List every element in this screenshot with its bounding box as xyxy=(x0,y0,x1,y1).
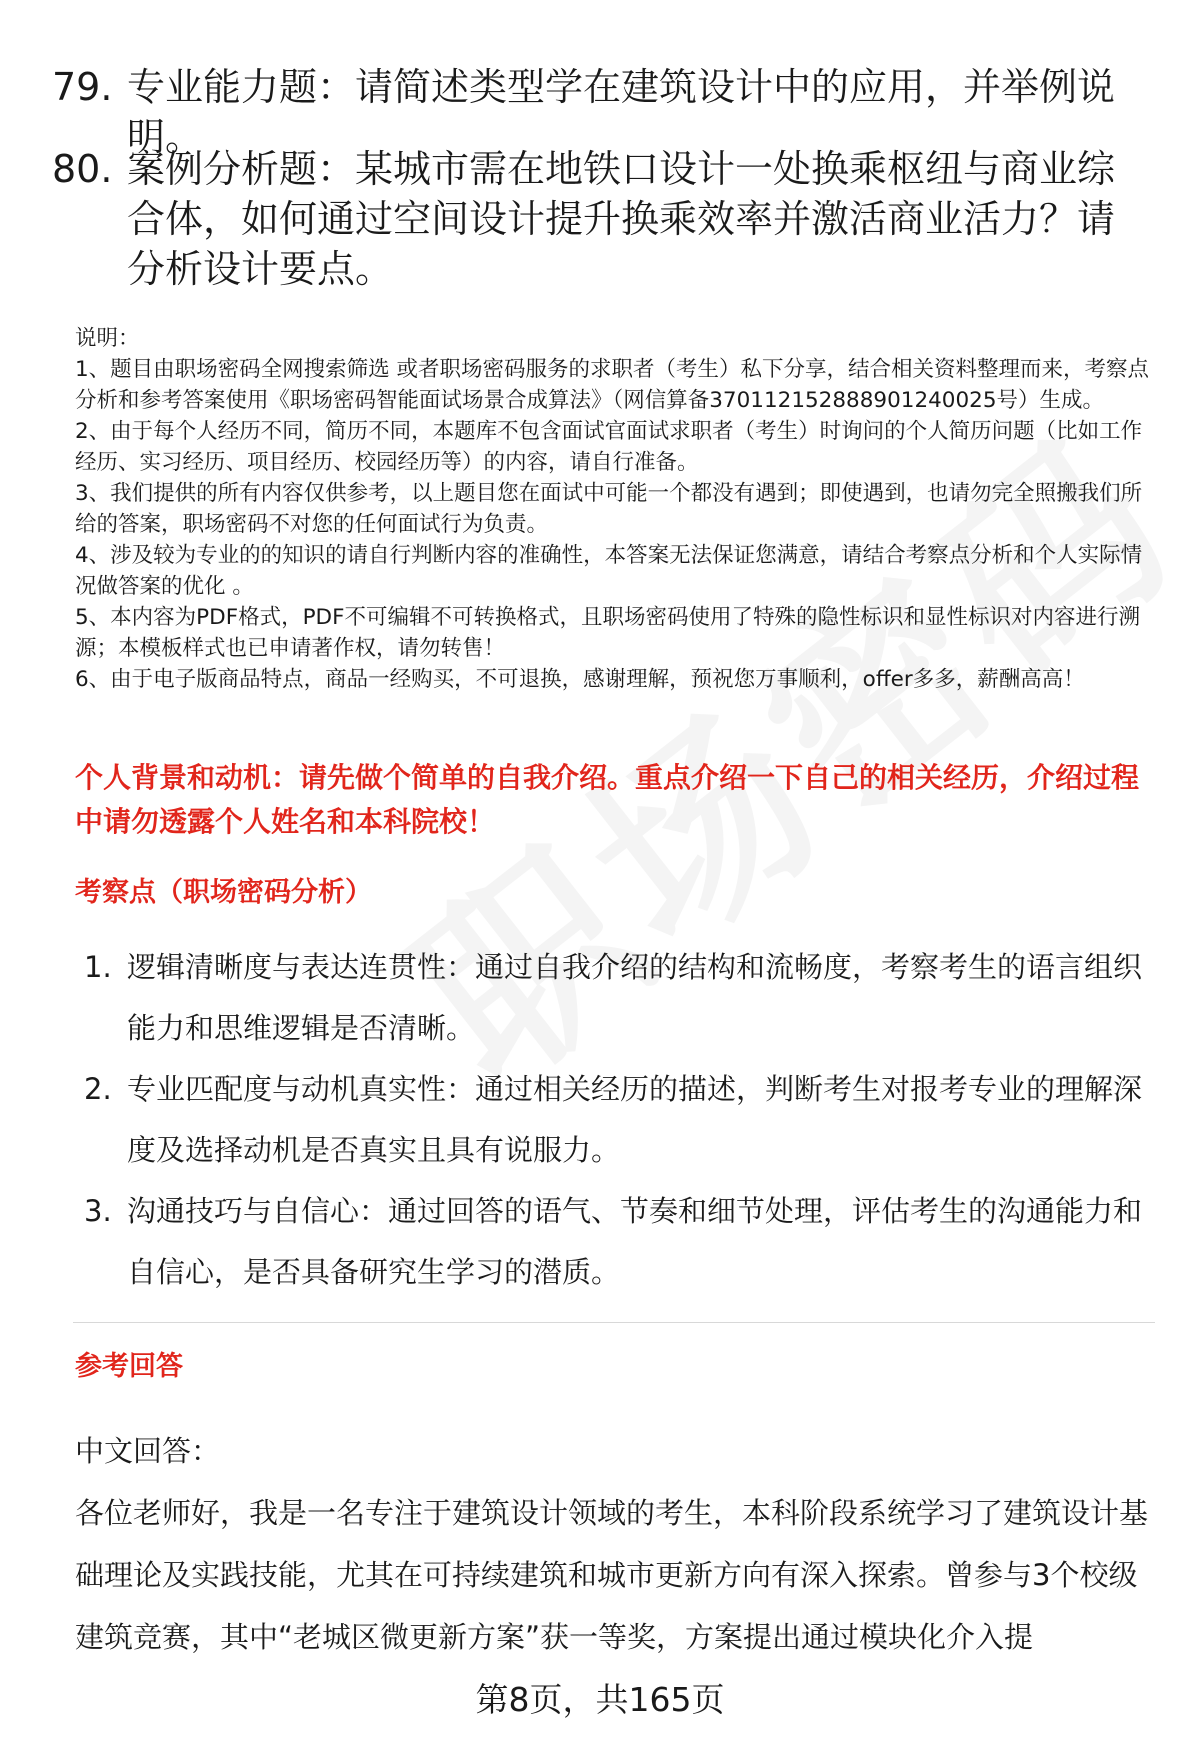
notice-item: 2、由于每个人经历不同，简历不同，本题库不包含面试官面试求职者（考生）时询问的个人简历问题（比如工作经历、实习经历、项目经历、校园经历等）的内容，请自行准备。 xyxy=(75,419,1143,475)
list-item-number: 2. xyxy=(84,1072,112,1106)
list-item-text: 专业匹配度与动机真实性：通过相关经历的描述，判断考生对报考专业的理解深度及选择动机是否真实且具有说服力。 xyxy=(127,1072,1143,1167)
page-footer: 第8页，共165页 xyxy=(475,1680,725,1719)
question-text: 专业能力题：请简述类型学在建筑设计中的应用，并举例说明。 xyxy=(127,65,1116,159)
list-item-number: 3. xyxy=(84,1194,112,1228)
section-heading-points: 考察点（职场密码分析） xyxy=(75,877,372,908)
list-item-number: 1. xyxy=(84,950,112,984)
list-item xyxy=(80,937,1150,1059)
list-item xyxy=(80,1059,1150,1181)
notice-block xyxy=(75,323,1155,695)
notice-item: 5、本内容为PDF格式，PDF不可编辑不可转换格式，且职场密码使用了特殊的隐性标识和显性标识对内容进行溯源；本模板样式也已申请著作权，请勿转售！ xyxy=(75,605,1140,661)
question-number: 80. xyxy=(52,147,113,191)
points-list xyxy=(80,937,1150,1303)
notice-item: 6、由于电子版商品特点，商品一经购买，不可退换，感谢理解，预祝您万事顺利，offer多多，薪酬高高！ xyxy=(75,667,1085,692)
list-item-text: 逻辑清晰度与表达连贯性：通过自我介绍的结构和流畅度，考察考生的语言组织能力和思维逻辑是否清晰。 xyxy=(127,950,1143,1045)
notice-title: 说明： xyxy=(75,326,140,351)
notice-item: 4、涉及较为专业的的知识的请自行判断内容的准确性，本答案无法保证您满意，请结合考察点分析和个人实际情况做答案的优化 。 xyxy=(75,543,1143,599)
question-number: 79. xyxy=(52,65,113,109)
answer-text: 各位老师好，我是一名专注于建筑设计领域的考生，本科阶段系统学习了建筑设计基础理论及实践技能，尤其在可持续建筑和城市更新方向有深入探索。曾参与3个校级建筑竞赛，其中“老城区微更新方案”获一等奖，方案提出通过模块化介入提 xyxy=(75,1496,1149,1654)
question-text: 案例分析题：某城市需在地铁口设计一处换乘枢纽与商业综合体，如何通过空间设计提升换乘效率并激活商业活力？请分析设计要点。 xyxy=(127,147,1116,291)
answer-block xyxy=(75,1420,1155,1668)
notice-item: 3、我们提供的所有内容仅供参考，以上题目您在面试中可能一个都没有遇到；即使遇到，也请勿完全照搬我们所给的答案，职场密码不对您的任何面试行为负责。 xyxy=(75,481,1143,537)
question-80 xyxy=(52,144,1152,294)
answer-label: 中文回答： xyxy=(75,1434,221,1468)
section-heading-reference: 参考回答 xyxy=(75,1351,183,1382)
divider xyxy=(73,1322,1155,1323)
notice-item: 1、题目由职场密码全网搜索筛选 或者职场密码服务的求职者（考生）私下分享，结合相关资料整理而来，考察点分析和参考答案使用《职场密码智能面试场景合成算法》（网信算备370112152888901240025号）生成。 xyxy=(75,357,1150,413)
list-item-text: 沟通技巧与自信心：通过回答的语气、节奏和细节处理，评估考生的沟通能力和自信心，是否具备研究生学习的潜质。 xyxy=(127,1194,1143,1289)
section-heading-intro: 个人背景和动机：请先做个简单的自我介绍。重点介绍一下自己的相关经历，介绍过程中请勿透露个人姓名和本科院校！ xyxy=(75,761,1140,838)
list-item xyxy=(80,1181,1150,1303)
